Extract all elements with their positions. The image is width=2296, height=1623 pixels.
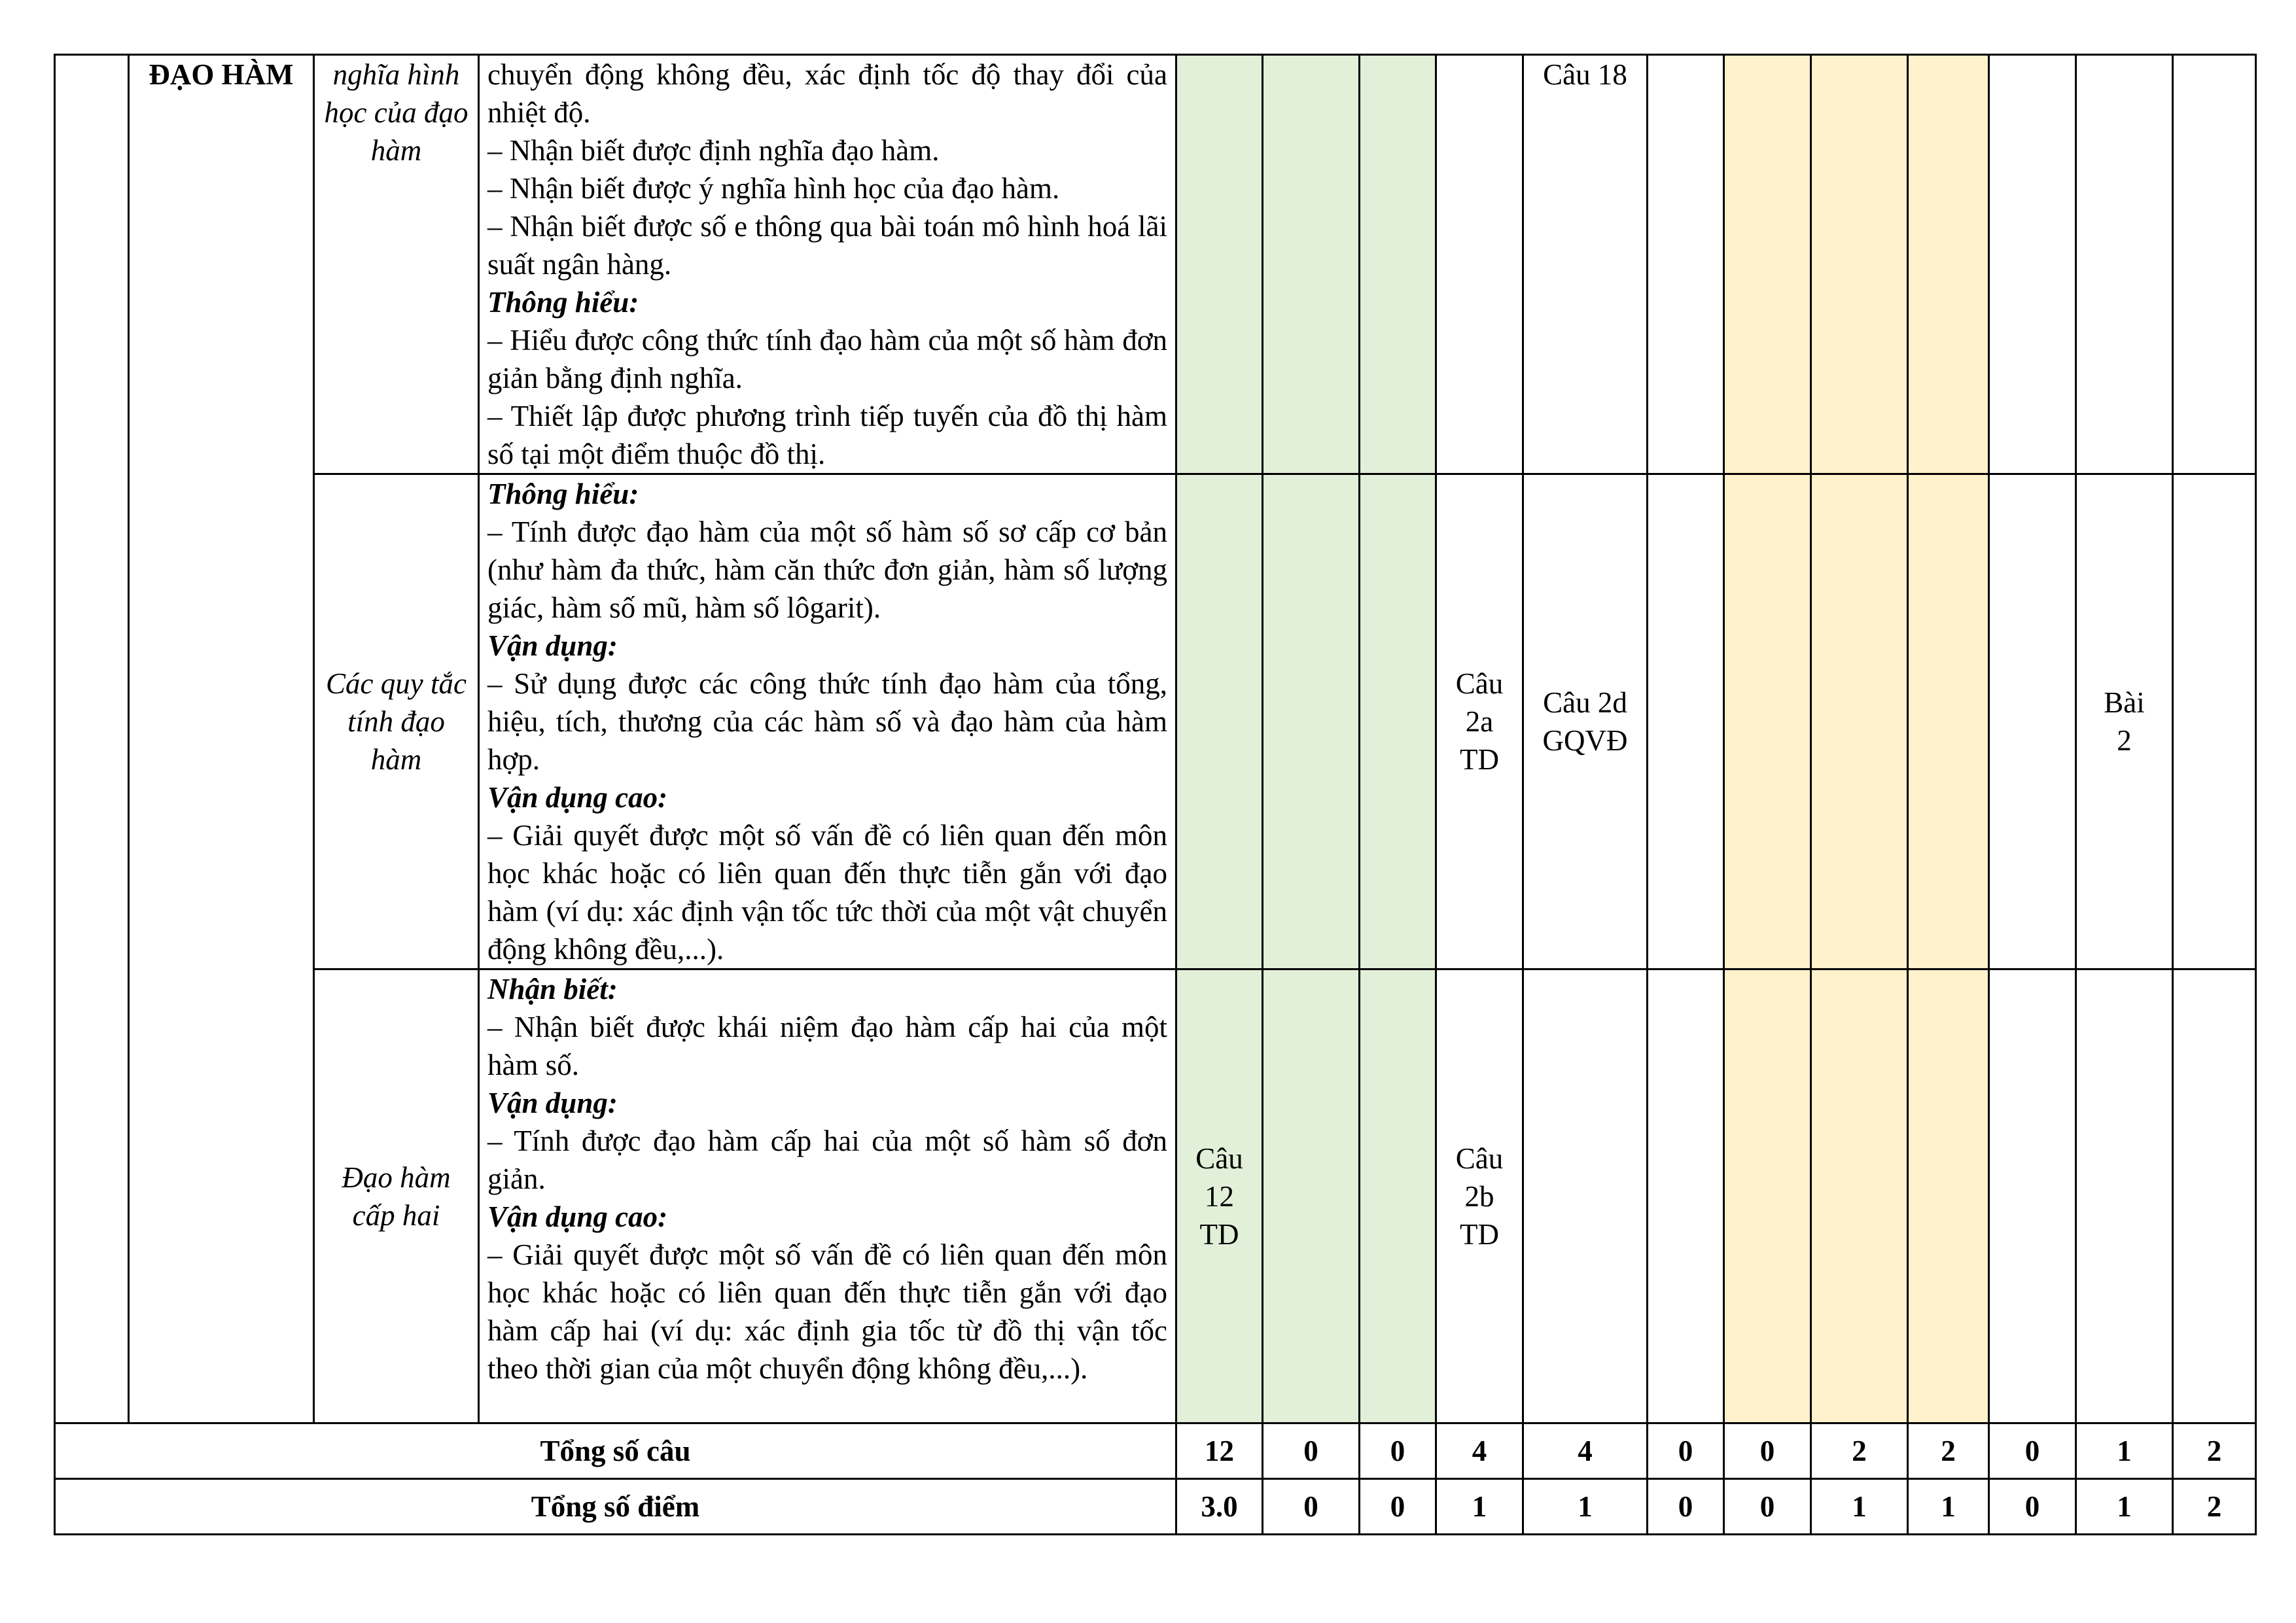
total-questions-row — [55, 1423, 2256, 1479]
matrix-cell — [2173, 474, 2256, 969]
matrix-cell — [1908, 474, 1989, 969]
total-value: 0 — [1724, 1479, 1811, 1535]
total-questions-label: Tổng số câu — [55, 1423, 1176, 1479]
matrix-cell — [1989, 474, 2076, 969]
total-points-label: Tổng số điểm — [55, 1479, 1176, 1535]
description-line: – Nhận biết được khái niệm đạo hàm cấp hai của một hàm số. — [487, 1011, 1167, 1081]
matrix-cell: Câu 12 TD — [1176, 969, 1263, 1423]
total-value: 1 — [1811, 1479, 1908, 1535]
total-value: 0 — [1360, 1423, 1436, 1479]
total-value: 1 — [1908, 1479, 1989, 1535]
matrix-cell — [1360, 474, 1436, 969]
lesson-cell: nghĩa hình học của đạo hàm — [314, 55, 479, 474]
matrix-cell — [1989, 969, 2076, 1423]
total-value: 1 — [1523, 1479, 1648, 1535]
description-cell — [479, 969, 1176, 1423]
description-line: – Nhận biết được ý nghĩa hình học của đạo hàm. — [487, 172, 1060, 205]
total-value: 2 — [2173, 1479, 2256, 1535]
total-value: 3.0 — [1176, 1479, 1263, 1535]
description-line: chuyển động không đều, xác định tốc độ thay đổi của nhiệt độ. — [487, 58, 1167, 129]
description-line: – Giải quyết được một số vấn đề có liên quan đến môn học khác hoặc có liên quan đến thực tiễn gắn với đạo hàm cấp hai (ví dụ: xác định gia tốc từ đồ thị vận tốc theo thời gian của một chuyển động không đều,...). — [487, 1238, 1167, 1385]
matrix-cell — [2076, 969, 2173, 1423]
matrix-cell — [1648, 474, 1724, 969]
total-value: 0 — [1263, 1479, 1360, 1535]
matrix-cell: Câu 2d GQVĐ — [1523, 474, 1648, 969]
description-line: – Sử dụng được các công thức tính đạo hàm của tổng, hiệu, tích, thương của các hàm số và đạo hàm của hàm hợp. — [487, 667, 1167, 776]
total-value: 0 — [1989, 1479, 2076, 1535]
description-line: – Tính được đạo hàm cấp hai của một số hàm số đơn giản. — [487, 1125, 1167, 1195]
matrix-cell — [1360, 55, 1436, 474]
total-value: 0 — [1263, 1423, 1360, 1479]
matrix-cell — [1724, 55, 1811, 474]
total-value: 0 — [1648, 1423, 1724, 1479]
matrix-cell — [1648, 969, 1724, 1423]
description-heading: Vận dụng cao: — [487, 781, 668, 814]
matrix-cell — [1360, 969, 1436, 1423]
description-line: – Nhận biết được số e thông qua bài toán mô hình hoá lãi suất ngân hàng. — [487, 210, 1167, 281]
matrix-cell — [1908, 55, 1989, 474]
matrix-cell — [2173, 969, 2256, 1423]
total-value: 0 — [1360, 1479, 1436, 1535]
matrix-cell — [1811, 474, 1908, 969]
description-heading: Thông hiểu: — [487, 478, 639, 510]
matrix-cell — [1989, 55, 2076, 474]
description-heading: Thông hiểu: — [487, 286, 639, 319]
assessment-matrix-table — [54, 54, 2257, 1535]
lesson-cell: Đạo hàm cấp hai — [314, 969, 479, 1423]
matrix-cell — [1724, 969, 1811, 1423]
matrix-cell — [1176, 55, 1263, 474]
matrix-cell — [1263, 55, 1360, 474]
matrix-cell — [1811, 969, 1908, 1423]
total-value: 2 — [1908, 1423, 1989, 1479]
matrix-cell — [1263, 474, 1360, 969]
total-value: 0 — [1989, 1423, 2076, 1479]
total-value: 0 — [1648, 1479, 1724, 1535]
total-value: 4 — [1436, 1423, 1523, 1479]
total-value: 1 — [1436, 1479, 1523, 1535]
description-line: – Nhận biết được định nghĩa đạo hàm. — [487, 134, 940, 167]
matrix-cell — [1648, 55, 1724, 474]
description-line: – Tính được đạo hàm của một số hàm số sơ cấp cơ bản (như hàm đa thức, hàm căn thức đơn giản, hàm số lượng giác, hàm số mũ, hàm số lôgarit). — [487, 515, 1167, 624]
topic-cell: ĐẠO HÀM — [129, 55, 314, 1423]
description-line: – Hiểu được công thức tính đạo hàm của một số hàm đơn giản bằng định nghĩa. — [487, 324, 1167, 394]
description-heading: Vận dụng: — [487, 629, 618, 662]
matrix-cell — [1811, 55, 1908, 474]
matrix-cell — [1523, 969, 1648, 1423]
matrix-cell: Câu 18 — [1523, 55, 1648, 474]
matrix-cell — [1724, 474, 1811, 969]
total-value: 2 — [1811, 1423, 1908, 1479]
description-heading: Nhận biết: — [487, 973, 618, 1005]
total-value: 0 — [1724, 1423, 1811, 1479]
matrix-cell — [2173, 55, 2256, 474]
lesson-cell: Các quy tắc tính đạo hàm — [314, 474, 479, 969]
index-cell — [55, 55, 129, 1423]
description-heading: Vận dụng cao: — [487, 1200, 668, 1233]
description-line: – Giải quyết được một số vấn đề có liên quan đến môn học khác hoặc có liên quan đến thực tiễn gắn với đạo hàm (ví dụ: xác định vận tốc tức thời của một vật chuyển động không đều,...). — [487, 819, 1167, 966]
matrix-cell — [2076, 55, 2173, 474]
table-row — [55, 474, 2256, 969]
total-value: 1 — [2076, 1479, 2173, 1535]
assessment-matrix-page — [54, 54, 2253, 1535]
description-cell — [479, 474, 1176, 969]
total-points-row — [55, 1479, 2256, 1535]
matrix-cell: Câu 2a TD — [1436, 474, 1523, 969]
total-value: 2 — [2173, 1423, 2256, 1479]
total-value: 12 — [1176, 1423, 1263, 1479]
matrix-cell — [1263, 969, 1360, 1423]
matrix-cell: Câu 2b TD — [1436, 969, 1523, 1423]
description-line: – Thiết lập được phương trình tiếp tuyến của đồ thị hàm số tại một điểm thuộc đồ thị. — [487, 400, 1167, 470]
matrix-cell: Bài 2 — [2076, 474, 2173, 969]
table-row — [55, 55, 2256, 474]
description-cell — [479, 55, 1176, 474]
matrix-cell — [1436, 55, 1523, 474]
description-heading: Vận dụng: — [487, 1087, 618, 1119]
table-row — [55, 969, 2256, 1423]
total-value: 1 — [2076, 1423, 2173, 1479]
matrix-cell — [1176, 474, 1263, 969]
total-value: 4 — [1523, 1423, 1648, 1479]
matrix-cell — [1908, 969, 1989, 1423]
